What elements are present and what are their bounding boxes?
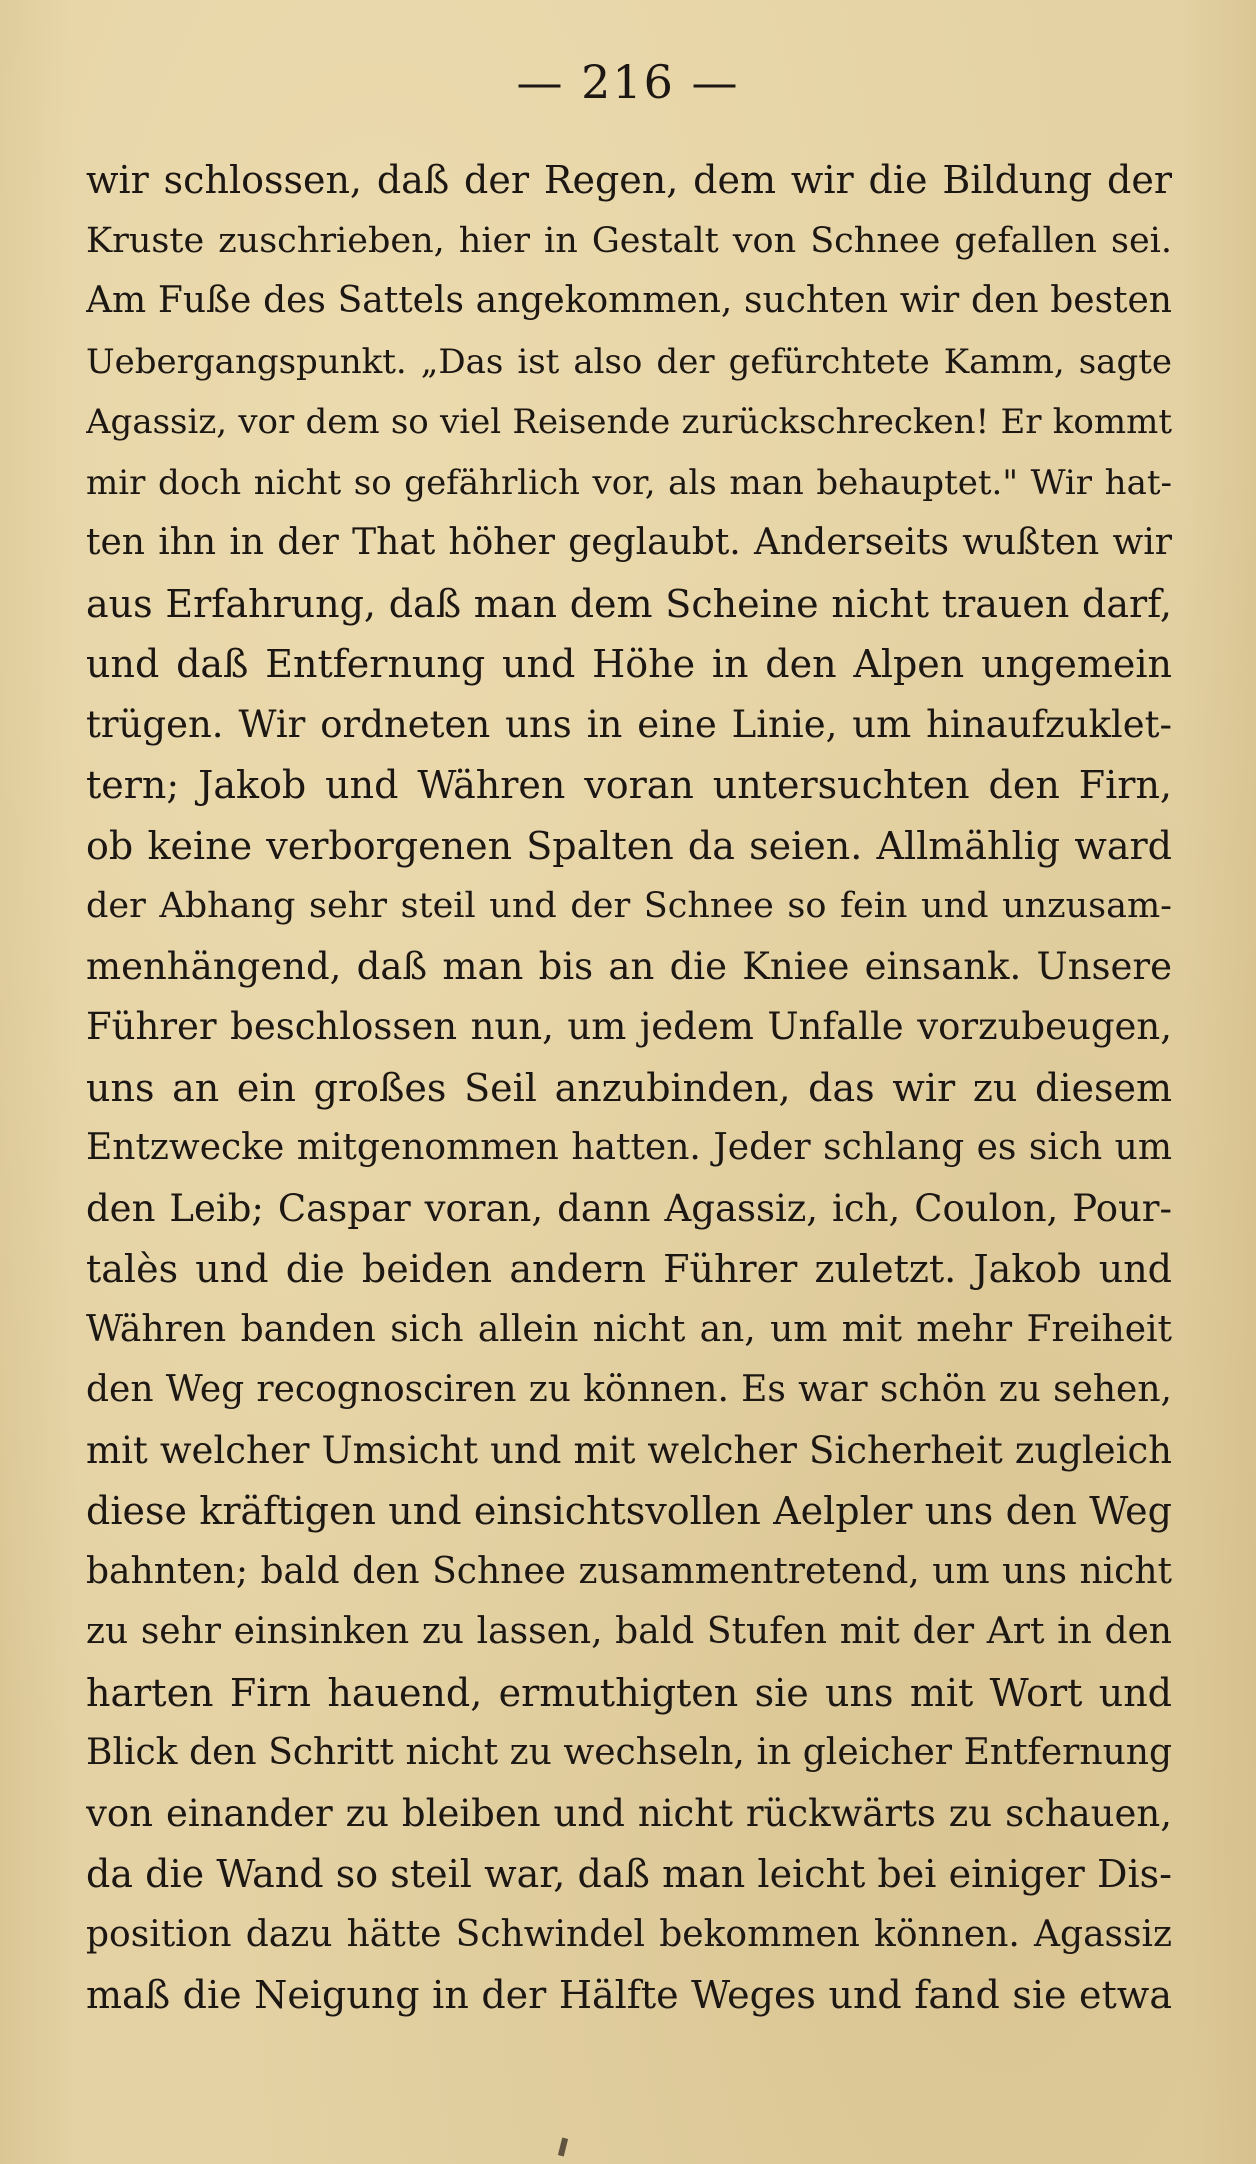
text-line: von einander zu bleiben und nicht rückwärts zu schauen, [86,1791,1172,1835]
text-line: diese kräftigen und einsichtsvollen Aelpler uns den Weg [86,1489,1172,1533]
text-line: menhängend, daß man bis an die Kniee einsank. Unsere [86,944,1172,988]
text-line: der Abhang sehr steil und der Schnee so fein und unzusam- [86,886,1172,926]
text-line: Währen banden sich allein nicht an, um mit mehr Freiheit [86,1308,1172,1350]
text-line: position dazu hätte Schwindel bekommen können. Agassiz [86,1913,1172,1955]
text-line: Entzwecke mitgenommen hatten. Jeder schlang es sich um [86,1127,1172,1168]
text-line: Blick den Schritt nicht zu wechseln, in gleicher Entfernung [86,1732,1172,1773]
text-line: uns an ein großes Seil anzubinden, das wir zu diesem [86,1065,1172,1110]
text-line: mit welcher Umsicht und mit welcher Sicherheit zugleich [86,1428,1172,1472]
text-line: aus Erfahrung, daß man dem Scheine nicht trauen darf, [86,581,1172,626]
text-line: zu sehr einsinken zu lassen, bald Stufen mit der Art in den [86,1611,1172,1652]
text-line: mir doch nicht so gefährlich vor, als man behauptet." Wir hat- [86,462,1172,503]
ink-mark [558,2138,568,2157]
text-line: bahnten; bald den Schnee zusammentretend, um uns nicht [86,1550,1172,1592]
text-line: tern; Jakob und Währen voran untersuchten den Firn, [86,763,1172,807]
text-line: maß die Neigung in der Hälfte Weges und fand sie etwa [86,1973,1172,2017]
text-line: Kruste zuschrieben, hier in Gestalt von Schnee gefallen sei. [86,220,1172,261]
text-line: ten ihn in der That höher geglaubt. Anderseits wußten wir [86,522,1172,563]
text-line: und daß Entfernung und Höhe in den Alpen ungemein [86,642,1172,686]
text-line: wir schlossen, daß der Regen, dem wir die Bildung der [86,158,1172,202]
text-line: Führer beschlossen nun, um jedem Unfalle vorzubeugen, [86,1005,1172,1048]
text-line: da die Wand so steil war, daß man leicht bei einiger Dis- [86,1852,1172,1896]
text-line: harten Firn hauend, ermuthigten sie uns mit Wort und [86,1670,1172,1715]
text-line: Am Fuße des Sattels angekommen, suchten wir den besten [86,280,1172,321]
body-text [86,150,1172,2026]
text-line: den Weg recognosciren zu können. Es war schön zu sehen, [86,1369,1172,1410]
text-line: talès und die beiden andern Führer zuletzt. Jakob und [86,1247,1172,1291]
text-line: ob keine verborgenen Spalten da seien. Allmählig ward [86,823,1172,868]
text-line: den Leib; Caspar voran, dann Agassiz, ich, Coulon, Pour- [86,1186,1172,1230]
text-line: Agassiz, vor dem so viel Reisende zurückschrecken! Er kommt [86,402,1172,442]
text-line: Uebergangspunkt. „Das ist also der gefürchtete Kamm, sagte [86,341,1172,382]
page-number: — 216 — [516,55,740,109]
text-line: trügen. Wir ordneten uns in eine Linie, um hinaufzuklet- [86,702,1172,746]
